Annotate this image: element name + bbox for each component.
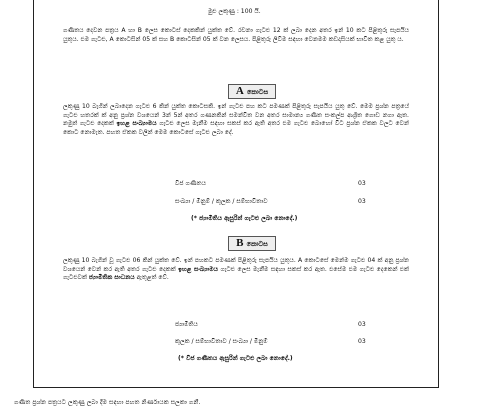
section-a-word: කොටස xyxy=(246,88,269,96)
section-a-topic-2-count: 03 xyxy=(358,198,366,205)
section-b-letter: B xyxy=(236,237,244,249)
section-a-topic-1: වීජ ගණිතය xyxy=(175,180,206,187)
section-b-topic-1-count: 03 xyxy=(358,321,366,328)
section-b-word: කොටස xyxy=(246,240,268,248)
section-a-note: (* ජ්‍යාමිතිය ඇසුරින් ගැටළු ලබා නොදේ.) xyxy=(191,215,298,222)
section-a-letter: A xyxy=(235,85,244,97)
section-b-topic-2-count: 03 xyxy=(358,338,366,345)
section-a-heading xyxy=(228,84,276,99)
section-b-topic-1: ජ්‍යාමිතිය xyxy=(175,321,198,328)
footer-line: ගණිත ප්‍රශ්න පත්‍රයට ලකුණු ලබා දීම සඳහා පහත නිර්ණායක සලකා ගනී. xyxy=(14,399,201,406)
section-b-paragraph: ලකුණු 10 බැගින් වූ ගැටළු 06 කින් යුක්ත වේ. ඉන් පහකට පමණක් පිළිතුරු සැපයිය යුතුය. A කොටසේ මෙන්ම ගැටළු 04 ක් අනු ප්‍රශ්න වශයෙන් වෙන් කර ඇති අතර ගැටළු දෙකක් ඉහළ සංඛ්‍යාමය ගැටළු ලෙස මැනීම සඳහා සකස් කර ඇත. එසේම එම ගැටළු දෙකෙන් එක් ගැටළුවක් ජ්‍යාමිතික සාධනය ඇතුළත් වේ. xyxy=(63,257,409,282)
intro-paragraph: ගණිතය දෙවන පත්‍රය A හා B ලෙස කොටස් දෙකකින් යුක්ත වේ. රචනා ගැටළු 12 ක් ලබා දෙන අතර ඉන් 10 කට පිළිතුරු සැපයිය යුතුය. එම ගැටළු, A කොටසින් 05 ක් සහ B කොටසින් 05 ක් වන ලෙසය. පිළිතුරු ලිවීම සඳහා වෙනමම කඩදාසියක් භාවිත කළ යුතු ය. xyxy=(63,27,409,43)
total-marks: මුළු ලකුණු : 100 යි. xyxy=(208,8,261,15)
section-a-topic-2: සංඛ්‍යා / මිනුම් / කුලක / සම්භාවිතාව xyxy=(175,198,268,205)
section-b-note: (* වීජ ගණිතය ඇසුරින් ගැටළු ලබා නොදේ.) xyxy=(178,355,293,362)
section-a-topic-1-count: 03 xyxy=(358,180,366,187)
content-frame xyxy=(33,0,439,388)
section-b-topic-2: කුලක / සම්භාවිතාව / සංඛ්‍යා / මිනුම් xyxy=(175,338,268,345)
section-a-paragraph: ලකුණු 10 බැගින් ලබාදෙන ගැටළු 6 කින් යුක්ත කොටසකි. ඉන් ගැටළු පහ කට පමණක් පිළිතුරු සැපයිය යුතු වේ. මෙම ප්‍රශ්න පත්‍රයේ ගැටළු හතරක් ක් අනු ප්‍රශ්න වශයෙන් 3න් 5න් අතර ගණනකින් සමන්විත වන අතර සාමාන්‍ය ගණිත සංකල්ප ආශ්‍රිත ගොඩ නගා ඇත. නමුත් ගැටළු දෙකක් ඉහළ සංඛ්‍යාමය ගැටළු ලෙස මැනීම සඳහා සකස් කර ඇති අතර එම ගැටළු බොහෝ විට ප්‍රශ්න ඒකක වලට වෙන් කොට නොමැත. පහත ඒකක වලින් මෙම කොටසේ ගැටළු ලබා දේ. xyxy=(63,103,409,136)
section-b-heading xyxy=(228,236,276,251)
